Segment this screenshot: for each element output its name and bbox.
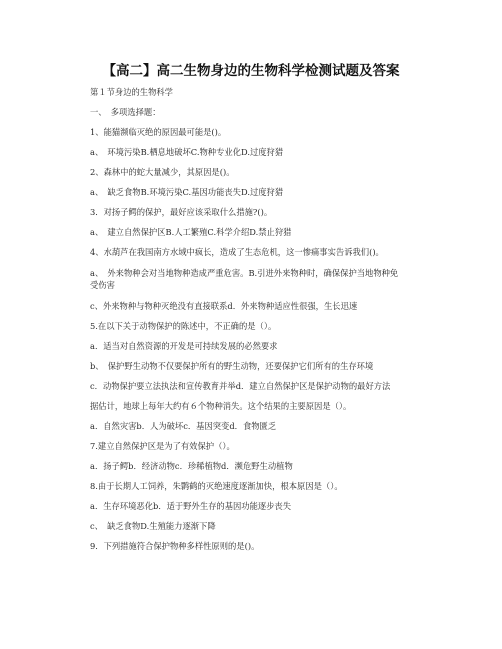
question-5-option-a: a．适当对自然资源的开发是可持续发展的必然要求 xyxy=(90,341,278,351)
question-2: 2、森林中的蛇大量减少，其原因是()。 xyxy=(90,167,235,177)
section-heading: 第１节身边的生物科学 xyxy=(90,87,173,97)
question-8-options-ab: a．生存环境恶化b．适于野外生存的基因功能逐步丧失 xyxy=(90,501,292,511)
question-6-options: a．自然灾害b．人为破坏c．基因突变d．食物匮乏 xyxy=(90,421,277,431)
question-4: 4、水葫芦在我国南方水域中疯长，造成了生态危机，这一惨痛事实告诉我们()。 xyxy=(90,247,384,257)
question-7: 7.建立自然保护区是为了有效保护（）。 xyxy=(90,441,235,451)
question-4-options-cd: c、外来物种与物种灭绝没有直接联系d．外来物种适应性很强，生长迅速 xyxy=(90,301,358,311)
question-type-heading: 一、 多项选择题： xyxy=(90,107,161,117)
question-3: 3．对扬子鳄的保护，最好应该采取什么措施?()。 xyxy=(90,207,273,217)
question-1-options: a、 环境污染B.栖息地破坏C.物种专业化D.过度狩猎 xyxy=(90,147,284,157)
question-1: 1、能猫濒临灭绝的原因最可能是()。 xyxy=(90,127,227,137)
question-5-options-cd: c．动物保护要立法执法和宣传教育并举d．建立自然保护区是保护动物的最好方法 xyxy=(90,381,391,391)
question-2-options: a、 缺乏食物B.环境污染C.基因功能丧失D.过度狩猎 xyxy=(90,187,284,197)
question-7-options: a．扬子鳄b．经济动物c．珍稀植物d．濒危野生动植物 xyxy=(90,461,293,471)
question-5: 5.在以下关于动物保护的陈述中，不正确的是（）。 xyxy=(90,321,277,331)
question-9: 9．下列措施符合保护物种多样性原则的是()。 xyxy=(90,541,260,551)
question-8: 8.由于长期人工饲养，朱鹮鹤的灭绝速度逐渐加快，根本原因是（）。 xyxy=(90,481,343,491)
question-6: 据估计，地球上每年大约有６个物种消失。这个结果的主要原因是（）。 xyxy=(90,401,352,411)
question-8-options-cd: c、 缺乏食物D.生殖能力逐渐下降 xyxy=(90,521,216,531)
question-4-options-ab: a、 外来物种会对当地物种造成严重危害。B.引进外来物种时，确保保护当地物种免受伤害 xyxy=(90,268,399,290)
document-title: 【高二】高二生物身边的生物科学检测试题及答案 xyxy=(102,63,400,79)
question-3-options: a、 建立自然保护区B.人工繁殖C.科学介绍D.禁止狩猎 xyxy=(90,227,292,237)
question-5-option-b: b、 保护野生动物不仅要保护所有的野生动物，还要保护它们所有的生存环境 xyxy=(90,361,374,371)
